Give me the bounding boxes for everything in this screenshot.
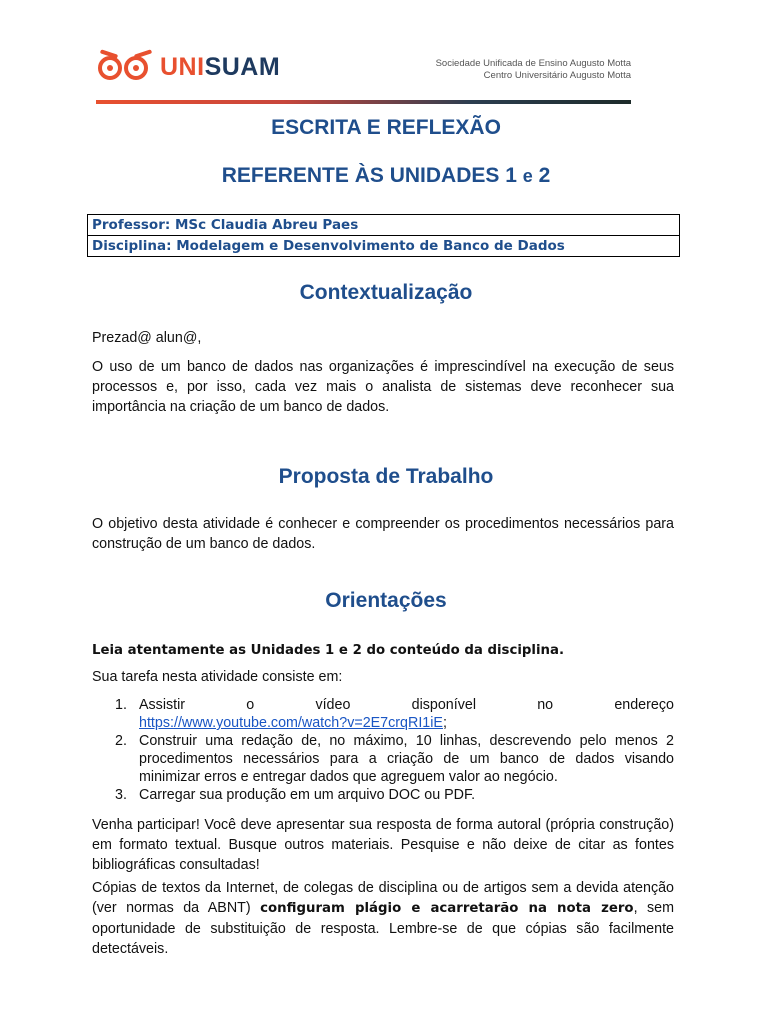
youtube-video-link[interactable]: https://www.youtube.com/watch?v=2E7crqRI1iE [139, 715, 443, 731]
proposal-paragraph: O objetivo desta atividade é conhecer e compreender os procedimentos necessários para construção de um banco de dados. [92, 516, 674, 552]
context-heading: Contextualização [299, 281, 473, 304]
guidelines-lead: Leia atentamente as Unidades 1 e 2 do conteúdo da disciplina. [92, 643, 565, 658]
plagiarism-paragraph: Cópias de textos da Internet, de colegas de disciplina ou de artigos sem a devida atenção (ver normas da ABNT) configuram plágio e acarretarão na nota zero, sem oportunidade de substituição de resposta. Lembre-se de que cópias são facilmente detectáveis. [92, 880, 674, 957]
list-item: 1. Assistir o vídeo disponível no endereço https://www.youtube.com/watch?v=2E7crqRI1iE; [115, 697, 674, 731]
document-header [96, 40, 631, 110]
institution-name: Sociedade Unificada de Ensino Augusto Motta Centro Universitário Augusto Motta [435, 58, 631, 81]
header-divider [96, 100, 631, 104]
list-item: 2. Construir uma redação de, no máximo, 10 linhas, descrevendo pelo menos 2 procedimentos necessários para a criação de um banco de dados visando minimizar erros e entregar dados que agreguem valor ao negócio. [115, 733, 674, 785]
list-item: 3. Carregar sua produção em um arquivo DOC ou PDF. [115, 787, 476, 803]
document-title: ESCRITA E REFLEXÃO [271, 116, 501, 139]
proposal-heading: Proposta de Trabalho [278, 465, 494, 488]
task-list [92, 696, 674, 804]
context-paragraph: O uso de um banco de dados nas organizações é imprescindível na execução de seus processos e, por isso, cada vez mais o analista de sistemas deve reconhecer sua importância na criação de um banco de dados. [92, 359, 674, 415]
discipline-cell: Disciplina: Modelagem e Desenvolvimento de Banco de Dados [88, 236, 680, 257]
course-info-table [87, 214, 680, 257]
guidelines-heading: Orientações [325, 589, 447, 612]
document-subtitle: REFERENTE ÀS UNIDADES 1 e 2 [221, 164, 551, 187]
owl-logo-icon [96, 50, 156, 84]
task-intro: Sua tarefa nesta atividade consiste em: [92, 669, 343, 685]
unisuam-logo [96, 50, 280, 84]
greeting-text: Prezad@ alun@, [92, 330, 202, 346]
brand-name: UNISUAM [160, 52, 281, 81]
professor-cell: Professor: MSc Claudia Abreu Paes [88, 215, 680, 236]
item1-words: Assistir o vídeo disponível no endereço [139, 697, 674, 713]
participate-paragraph: Venha participar! Você deve apresentar sua resposta de forma autoral (própria construção) em formato textual. Busque outros materiais. Pesquise e não deixe de citar as fontes bibliográficas consultadas! [92, 817, 674, 873]
